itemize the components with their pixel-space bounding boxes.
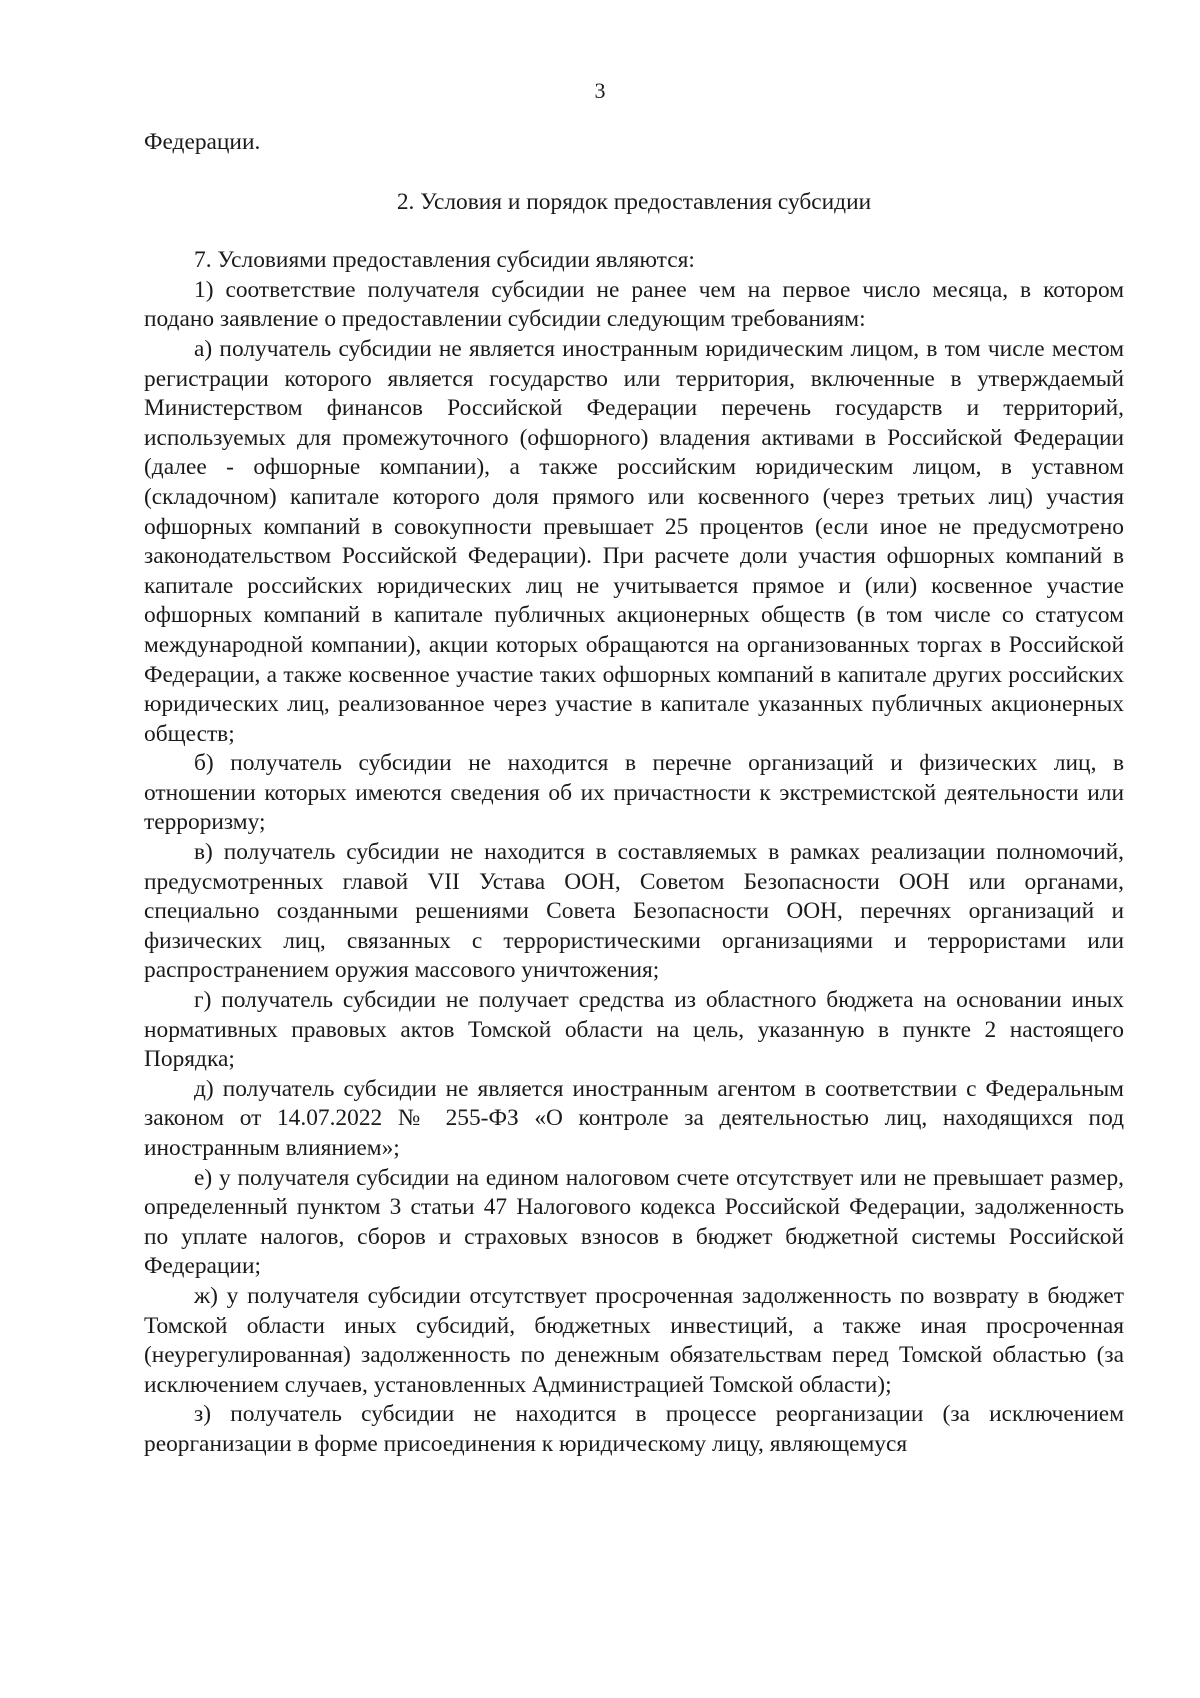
item-d: д) получатель субсидии не является иностранным агентом в соответствии с Федеральным законом от 14.07.2022 № 255-ФЗ «О контроле за деятельностью лиц, находящихся под иностранным влиянием»; [144, 1075, 1124, 1161]
item-zh: ж) у получателя субсидии отсутствует просроченная задолженность по возврату в бюджет Томской области иных субсидий, бюджетных инвестиций, а также иная просроченная (неурегулированная) задолженность по денежным обязательствам перед Томской областью (за исключением случаев, установленных Администрацией Томской области); [144, 1282, 1124, 1398]
item-e: е) у получателя субсидии на едином налоговом счете отсутствует или не превышает размер, определенный пунктом 3 статьи 47 Налогового кодекса Российской Федерации, задолженность по уплате налогов, сборов и страховых взносов в бюджет бюджетной системы Российской Федерации; [144, 1164, 1124, 1280]
item-b: б) получатель субсидии не находится в перечне организаций и физических лиц, в отношении которых имеются сведения об их причастности к экстремистской деятельности или терроризму; [144, 750, 1124, 836]
clause-7: 7. Условиями предоставления субсидии являются: [194, 247, 695, 274]
item-v: в) получатель субсидии не находится в составляемых в рамках реализации полномочий, предусмотренных главой VII Устава ООН, Советом Безопасности ООН или органами, специально созданными решениями Совета Безопасности ООН, перечнях организаций и физических лиц, связанных с террористическими организациями и террористами или распространением оружия массового уничтожения; [144, 839, 1124, 984]
section-heading: 2. Условия и порядок предоставления субсидии [396, 188, 872, 215]
item-g: г) получатель субсидии не получает средства из областного бюджета на основании иных нормативных правовых актов Томской области на цель, указанную в пункте 2 настоящего Порядка; [144, 987, 1124, 1073]
item-z: з) получатель субсидии не находится в процессе реорганизации (за исключением реорганизации в форме присоединения к юридическому лицу, являющемуся [144, 1401, 1124, 1457]
document-body [144, 128, 1124, 1460]
page-number: 3 [594, 78, 606, 103]
subclause-1: 1) соответствие получателя субсидии не ранее чем на первое число месяца, в котором подано заявление о предоставлении субсидии следующим требованиям: [144, 276, 1124, 333]
item-a: а) получатель субсидии не является иностранным юридическим лицом, в том числе местом регистрации которого является государство или территория, включенные в утверждаемый Министерством финансов Российской Федерации перечень государств и территорий, используемых для промежуточного (офшорного) владения активами в Российской Федерации (далее - офшорные компании), а также российским юридическим лицом, в уставном (складочном) капитале которого доля прямого или косвенного (через третьих лиц) участия офшорных компаний в совокупности превышает 25 процентов (если иное не предусмотрено законодательством Российской Федерации). При расчете доли участия офшорных компаний в капитале российских юридических лиц не учитывается прямое и (или) косвенное участие офшорных компаний в капитале публичных акционерных обществ (в том числе со статусом международной компании), акции которых обращаются на организованных торгах в Российской Федерации, а также косвенное участие таких офшорных компаний в капитале других российских юридических лиц, реализованное через участие в капитале указанных публичных акционерных обществ; [144, 335, 1124, 747]
carry-over-text: Федерации. [144, 129, 261, 155]
